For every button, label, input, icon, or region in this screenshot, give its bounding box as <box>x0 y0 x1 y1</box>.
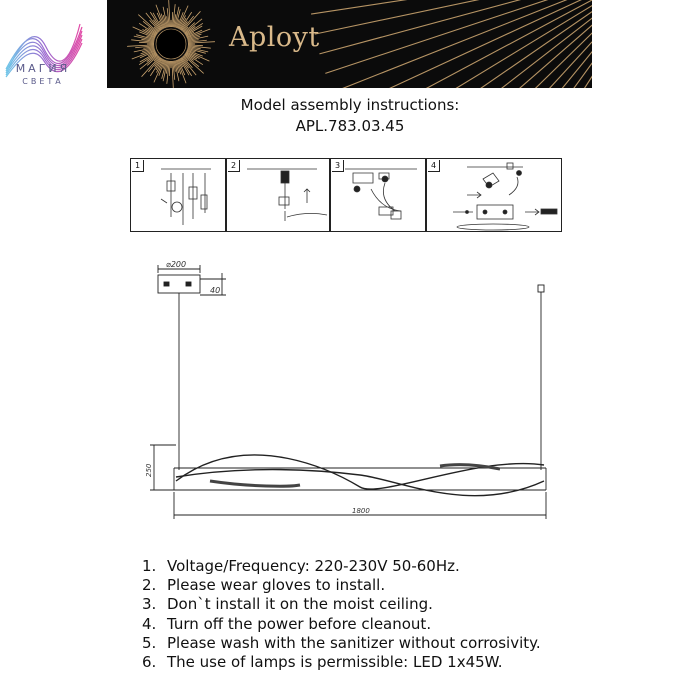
step-1-diagram-icon <box>131 159 225 231</box>
lamp-drawing <box>140 255 570 535</box>
list-item-number: 6. <box>142 653 157 672</box>
step-number: 1 <box>132 160 144 172</box>
list-item <box>142 615 541 634</box>
list-item <box>142 557 541 576</box>
logo-text-magia: МАГИЯ <box>15 62 71 75</box>
list-item <box>142 634 541 653</box>
list-item <box>142 576 541 595</box>
instructions-list <box>142 557 541 672</box>
list-item-number: 4. <box>142 614 157 633</box>
list-item-text: Voltage/Frequency: 220-230V 50-60Hz. <box>167 557 460 575</box>
step-3-diagram-icon <box>331 159 425 231</box>
step-4-diagram-icon <box>427 159 561 231</box>
list-item <box>142 653 541 672</box>
list-item-number: 3. <box>142 595 157 614</box>
list-item-text: Please wear gloves to install. <box>167 576 386 595</box>
assembly-steps <box>130 158 562 232</box>
page-title: Model assembly instructions: <box>240 96 460 114</box>
model-number: APL.783.03.45 <box>295 117 405 135</box>
list-item-text: Turn off the power before cleanout. <box>167 614 432 633</box>
step-panel-1 <box>130 158 226 232</box>
step-number: 2 <box>228 160 240 172</box>
dimension-diameter: ⌀200 <box>166 260 187 269</box>
brand-banner <box>107 0 592 88</box>
list-item-text: Don`t install it on the moist ceiling. <box>167 595 433 614</box>
list-item-text: The use of lamps is permissible: LED 1x45W. <box>167 653 503 672</box>
sunburst-decoration-icon <box>107 0 592 88</box>
brand-name: Aployt <box>229 22 320 53</box>
step-panel-3 <box>330 158 426 232</box>
step-number: 3 <box>332 160 344 172</box>
list-item <box>142 595 541 614</box>
dimension-drop: 250 <box>145 463 153 477</box>
dimension-length: 1800 <box>352 507 370 515</box>
step-panel-4 <box>426 158 562 232</box>
list-item-number: 2. <box>142 576 157 595</box>
technical-drawing <box>140 255 570 535</box>
step-panel-2 <box>226 158 330 232</box>
step-2-diagram-icon <box>227 159 329 231</box>
list-item-text: Please wash with the sanitizer without corrosivity. <box>167 633 541 652</box>
step-number: 4 <box>428 160 440 172</box>
dimension-height: 40 <box>210 286 221 295</box>
list-item-number: 1. <box>142 557 157 575</box>
list-item-number: 5. <box>142 633 157 652</box>
logo-text-sveta: СВЕТА <box>22 77 64 86</box>
